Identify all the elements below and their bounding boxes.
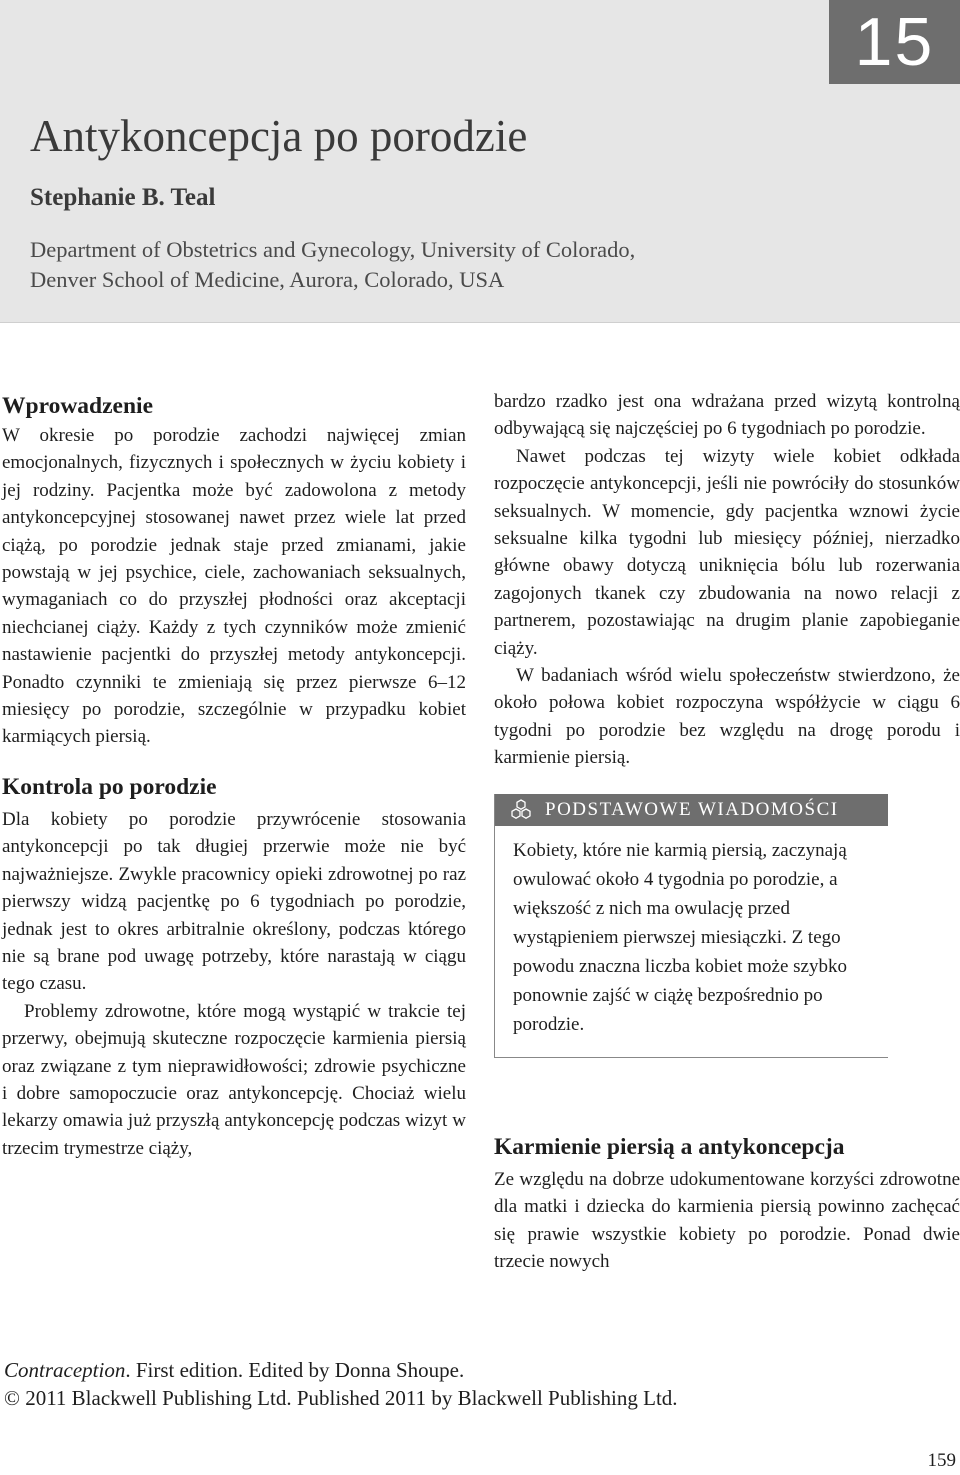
section-heading-postpartum-visit: Kontrola po porodzie bbox=[2, 773, 217, 800]
book-title: Contraception bbox=[4, 1358, 126, 1382]
page-number: 159 bbox=[927, 1450, 956, 1471]
affiliation-line: Denver School of Medicine, Aurora, Colorado, USA bbox=[30, 267, 505, 292]
publication-footer bbox=[4, 1356, 954, 1412]
paragraph: W badaniach wśród wielu społeczeństw stwierdzono, że około połowa kobiet rozpoczyna współżycie w ciągu 6 tygodni po porodzie bez względu na drogę porodu i karmienie piersią. bbox=[494, 665, 960, 769]
hexagon-cluster-icon bbox=[509, 799, 533, 821]
author-affiliation bbox=[30, 235, 830, 295]
affiliation-line: Department of Obstetrics and Gynecology, University of Colorado, bbox=[30, 237, 636, 262]
paragraph: Dla kobiety po porodzie przywrócenie stosowania antykoncepcji po tak długiej przerwie może nie być najważniejsze. Zwykle pracownicy opieki zdrowotnej po raz pierwszy widzą pacjentkę po 6 tygodniach po porodzie, jednak jest to okres arbitralnie określony, podczas którego nie są brane pod uwagę potrzeby, które narastają w ciągu tego czasu. bbox=[2, 808, 466, 995]
copyright-line: © 2011 Blackwell Publishing Ltd. Published 2011 by Blackwell Publishing Ltd. bbox=[4, 1386, 678, 1410]
chapter-number-badge: 15 bbox=[829, 0, 960, 84]
author-name: Stephanie B. Teal bbox=[30, 184, 216, 211]
paragraph: Problemy zdrowotne, które mogą wystąpić w trakcie tej przerwy, obejmują skuteczne rozpoczęcie karmienia piersią oraz związane z tym nieprawidłowości; zdrowie psychiczne i dobre samopoczucie oraz antykoncepcję. Chociaż wielu lekarzy omawia już przyszłą antykoncepcję podczas wizyt w trzecim trymestrze ciąży, bbox=[2, 1000, 466, 1159]
chapter-title: Antykoncepcja po porodzie bbox=[30, 111, 528, 161]
key-points-title: PODSTAWOWE WIADOMOŚCI bbox=[545, 798, 839, 820]
section-heading-breastfeeding: Karmienie piersią a antykoncepcja bbox=[494, 1133, 845, 1160]
paragraph: bardzo rzadko jest ona wdrażana przed wizytą kontrolną odbywającą się najczęściej po 6 tygodniach po porodzie. bbox=[494, 391, 960, 440]
key-points-text: Kobiety, które nie karmią piersią, zaczynają owulować około 4 tygodnia po porodzie, a większość z nich ma owulację przed wystąpieniem pierwszej miesiączki. Z tego powodu znaczna liczba kobiet może szybko ponownie zajść w ciążę bezpośrednio po porodzie. bbox=[513, 839, 847, 1035]
paragraph: W okresie po porodzie zachodzi najwięcej zmian emocjonalnych, fizycznych i społecznych w życiu kobiety i jej rodziny. Pacjentka może być zadowolona z metody antykoncepcyjnej stosowanej nawet przez wiele lat przed ciążą, po porodzie jednak staje przed zmianami, jakie powstają w jej psychice, ciele, zachowaniach seksualnych, wymaganiach co do przyszłej płodności oraz akceptacji niechcianej ciąży. Każdy z tych czynników może zmienić nastawienie pacjentki do przyszłej metody antykoncepcji. Ponadto czynniki te zmieniają się przez pierwsze 6–12 miesięcy po porodzie, szczególnie w przypadku kobiet karmiących piersią. bbox=[2, 425, 466, 748]
edition-info: . First edition. Edited by Donna Shoupe. bbox=[125, 1358, 465, 1382]
paragraph: Nawet podczas tej wizyty wiele kobiet odkłada rozpoczęcie antykoncepcji, jeśli nie powróciły do stosunków seksualnych. W momencie, gdy pacjentka wznowi życie seksualne kilka tygodni lub miesięcy później, nierzadko główne obawy dotyczą uniknięcia bólu lub rozerwania zagojonych tkanek czy zbudowania na nowo relacji z partnerem, pozostawiając na drugim planie zapobieganie ciąży. bbox=[494, 445, 960, 659]
key-points-header bbox=[495, 794, 888, 826]
right-column bbox=[494, 388, 960, 1275]
paragraph: Ze względu na dobrze udokumentowane korzyści zdrowotne dla matki i dziecka do karmienia piersią powinno zachęcać się prawie wszystkie kobiety po porodzie. Ponad dwie trzecie nowych bbox=[494, 1168, 960, 1272]
chapter-header-band bbox=[0, 0, 960, 323]
edition-line bbox=[4, 1356, 954, 1384]
key-points-box bbox=[494, 794, 888, 1058]
left-column bbox=[2, 390, 466, 1162]
section-heading-introduction: Wprowadzenie bbox=[2, 393, 154, 419]
